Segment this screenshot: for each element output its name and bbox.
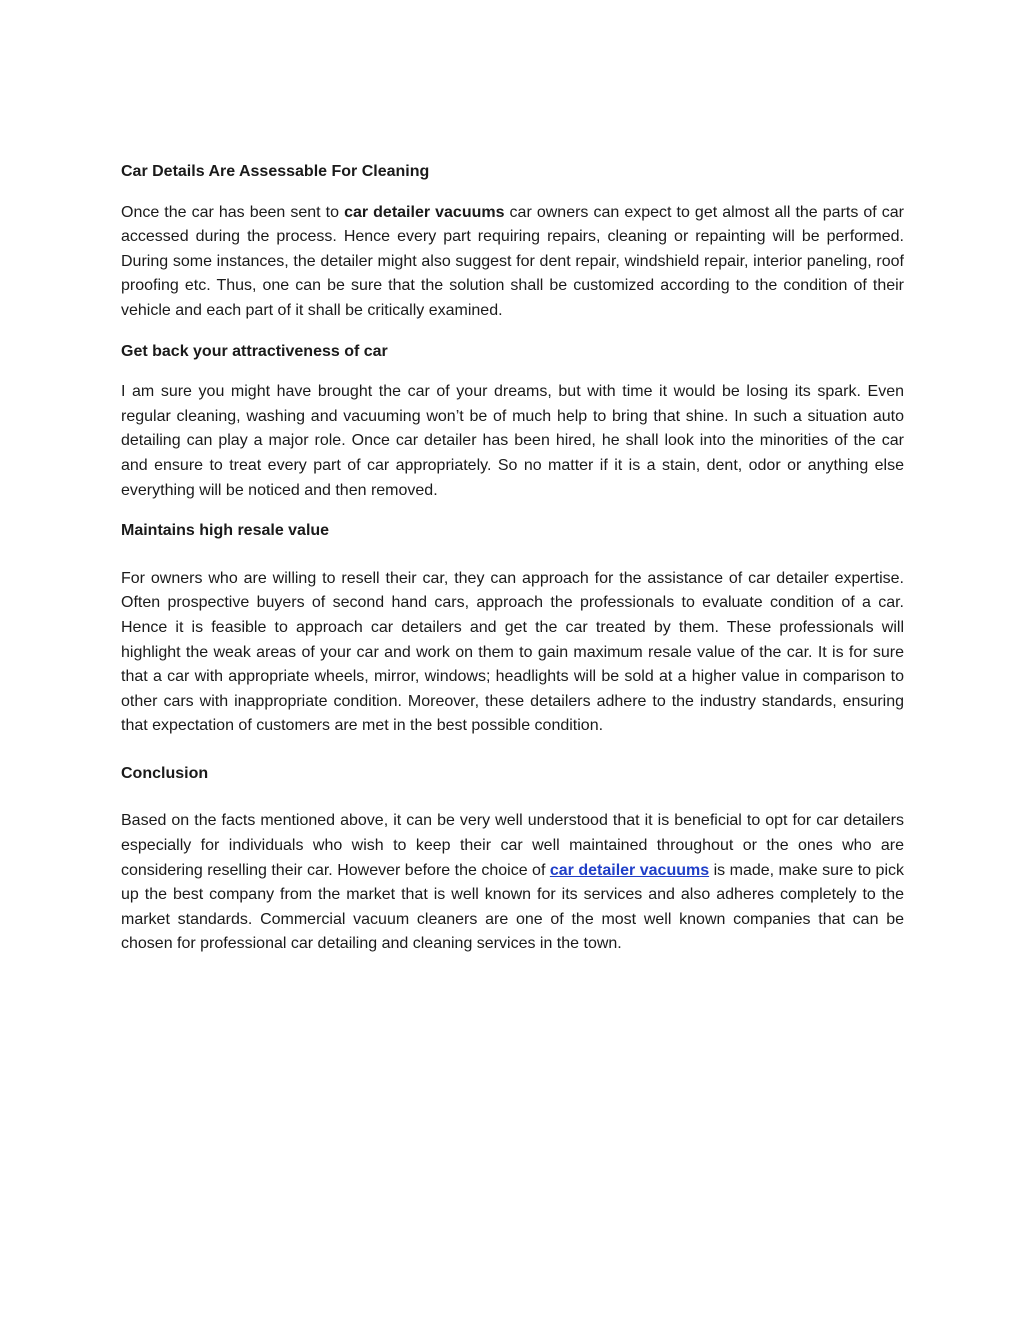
paragraph-text: car owners can expect to get almost all the parts of car accessed during the process. Hence every part requiring repairs, cleaning or repainting will be performed. During some instances, the detailer might also suggest for dent repair, windshield repair, interior paneling, roof proofing etc. Thus, one can be sure that the solution shall be customized according to the condition of their vehicle and each part of it shall be critically examined. [121,203,904,319]
section-paragraph-assessable [121,201,904,324]
section-heading-attractiveness: Get back your attractiveness of car [121,342,388,360]
section-paragraph-conclusion [121,809,904,957]
car-detailer-vacuums-link[interactable]: car detailer vacuums [549,861,710,879]
paragraph-text: Based on the facts mentioned above, it can be very well understood that it is beneficial to opt for car detailers especially for individuals who wish to keep their car well maintained throughout or the ones who are considering reselling their car. However before the choice of [121,812,904,879]
bold-keyword: car detailer vacuums [344,203,505,221]
document-body [121,160,904,957]
section-paragraph-resale: For owners who are willing to resell their car, they can approach for the assistance of car detailer expertise. Often prospective buyers of second hand cars, approach the professionals to evaluate condition of a car. Hence it is feasible to approach car detailers and get the car treated by them. These professionals will highlight the weak areas of your car and work on them to gain maximum resale value of the car. It is for sure that a car with appropriate wheels, mirror, windows; headlights will be sold at a higher value in comparison to other cars with inappropriate condition. Moreover, these detailers adhere to the industry standards, ensuring that expectation of customers are met in the best possible condition. [121,569,904,735]
section-heading-conclusion: Conclusion [121,764,209,782]
paragraph-text: is made, make sure to pick up the best company from the market that is well known for its services and also adheres completely to the market standards. Commercial vacuum cleaners are one of the most well known companies that can be chosen for professional car detailing and cleaning services in the town. [121,861,904,953]
section-paragraph-attractiveness: I am sure you might have brought the car of your dreams, but with time it would be losing its spark. Even regular cleaning, washing and vacuuming won’t be of much help to bring that shine. In such a situation auto detailing can play a major role. Once car detailer has been hired, he shall look into the minorities of the car and ensure to treat every part of car appropriately. So no matter if it is a stain, dent, odor or anything else everything will be noticed and then removed. [121,383,904,499]
paragraph-text: Once the car has been sent to [121,203,345,221]
section-heading-resale: Maintains high resale value [121,522,330,540]
section-heading-assessable: Car Details Are Assessable For Cleaning [121,163,430,180]
